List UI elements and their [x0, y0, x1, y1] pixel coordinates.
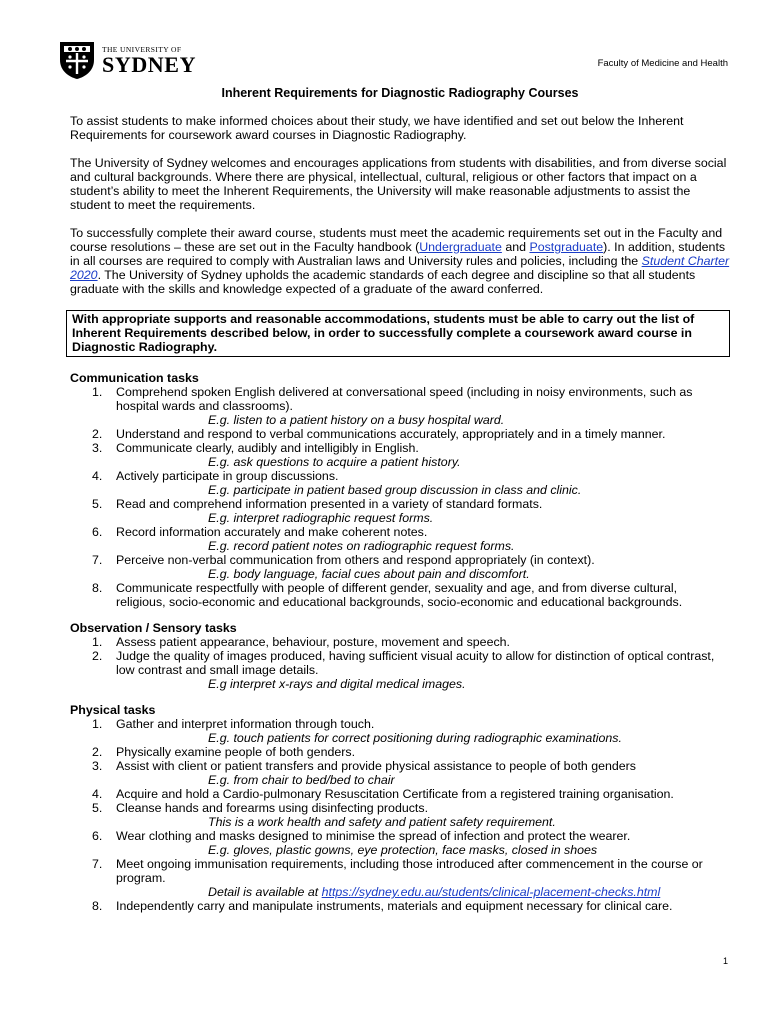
- observation-list: [70, 635, 730, 691]
- communication-list: [70, 385, 730, 609]
- university-logo: [58, 40, 196, 80]
- list-item: 8. Independently carry and manipulate instruments, materials and equipment necessary for clinical care.: [92, 899, 673, 913]
- list-item: 1. Assess patient appearance, behaviour, posture, movement and speech.: [92, 635, 510, 649]
- page-number: 1: [722, 956, 728, 966]
- faculty-name: Faculty of Medicine and Health: [597, 58, 728, 69]
- list-item: 3. Communicate clearly, audibly and intelligibly in English. E.g. ask questions to acquire a patient history.: [92, 441, 461, 469]
- physical-heading: Physical tasks: [70, 703, 156, 717]
- list-item: 6. Wear clothing and masks designed to minimise the spread of infection and protect the wearer. E.g. gloves, plastic gowns, eye protection, face masks, closed in shoes: [92, 829, 631, 857]
- list-item: 4. Actively participate in group discussions. E.g. participate in patient based group discussion in class and clinic.: [92, 469, 582, 497]
- undergraduate-link[interactable]: Undergraduate: [419, 240, 502, 254]
- list-item: 2. Understand and respond to verbal communications accurately, appropriately and in a timely manner.: [92, 427, 666, 441]
- university-name-small: THE UNIVERSITY OF: [102, 44, 182, 54]
- postgraduate-link[interactable]: Postgraduate: [529, 240, 604, 254]
- list-item: 8. Communicate respectfully with people of different gender, sexuality and age, and from diverse cultural, religious, socio-economic and educational backgrounds, socio-economic and educational backgrounds.: [92, 581, 683, 609]
- list-item: 1. Comprehend spoken English delivered at conversational speed (including in noisy environments, such as hospital wards and classrooms). E.g. listen to a patient history on a busy hospital ward.: [92, 385, 693, 427]
- list-item: 7. Perceive non-verbal communication from others and respond appropriately (in context). E.g. body language, facial cues about pain and discomfort.: [92, 553, 595, 581]
- communication-heading: Communication tasks: [70, 371, 199, 385]
- list-item: 5. Read and comprehend information presented in a variety of standard formats. E.g. interpret radiographic request forms.: [92, 497, 543, 525]
- requirements-notice-box: With appropriate supports and reasonable accommodations, students must be able to carry out the list of Inherent Requirements described below, in order to successfully complete a coursework award course in Diagnostic Radiography.: [66, 310, 730, 357]
- student-charter-link[interactable]: Student Charter 2020: [70, 254, 730, 282]
- intro-paragraph-1: To assist students to make informed choices about their study, we have identified and set out below the Inherent Requirements for coursework award courses in Diagnostic Radiography.: [70, 114, 684, 142]
- university-crest-icon: [58, 40, 96, 80]
- university-name: SYDNEY: [102, 51, 197, 77]
- list-item: 4. Acquire and hold a Cardio-pulmonary Resuscitation Certificate from a registered training organisation.: [92, 787, 674, 801]
- list-item: 7. Meet ongoing immunisation requirements, including those introduced after commencement in the course or program. Detail is available at https://sydney.edu.au/students/clinical-placement-checks.html: [92, 857, 703, 899]
- list-item: 1. Gather and interpret information through touch. E.g. touch patients for correct positioning during radiographic examinations.: [92, 717, 622, 745]
- list-item: 3. Assist with client or patient transfers and provide physical assistance to people of both genders E.g. from chair to bed/bed to chair: [92, 759, 637, 787]
- physical-list: [70, 717, 730, 913]
- intro-paragraph-2: The University of Sydney welcomes and encourages applications from students with disabilities, and from diverse social and cultural backgrounds. Where there are physical, intellectual, cultural, religious or other factors that impact on a student’s ability to meet the Inherent Requirements, the University will make reasonable adjustments to assist the student to meet the requirements.: [70, 156, 727, 212]
- page-title: Inherent Requirements for Diagnostic Radiography Courses: [221, 86, 579, 100]
- list-item: 5. Cleanse hands and forearms using disinfecting products. This is a work health and safety and patient safety requirement.: [92, 801, 556, 829]
- document-body: [70, 86, 730, 925]
- list-item: 2. Physically examine people of both genders.: [92, 745, 356, 759]
- observation-heading: Observation / Sensory tasks: [70, 621, 237, 635]
- clinical-placement-checks-link[interactable]: https://sydney.edu.au/students/clinical-placement-checks.html: [321, 885, 661, 899]
- intro-paragraph-3: To successfully complete their award course, students must meet the academic requirements set out in the Faculty and course resolutions – these are set out in the Faculty handbook (Undergraduate and Postgraduate). In addition, students in all courses are required to comply with Australian laws and University rules and policies, including the Student Charter 2020. The University of Sydney upholds the academic standards of each degree and discipline so that all students graduate with the skills and knowledge expected of a graduate of the award conferred.: [70, 226, 730, 296]
- list-item: 2. Judge the quality of images produced, having sufficient visual acuity to allow for distinction of optical contrast, low contrast and small image details. E.g interpret x-rays and digital medical images.: [92, 649, 715, 691]
- list-item: 6. Record information accurately and make coherent notes. E.g. record patient notes on radiographic request forms.: [92, 525, 515, 553]
